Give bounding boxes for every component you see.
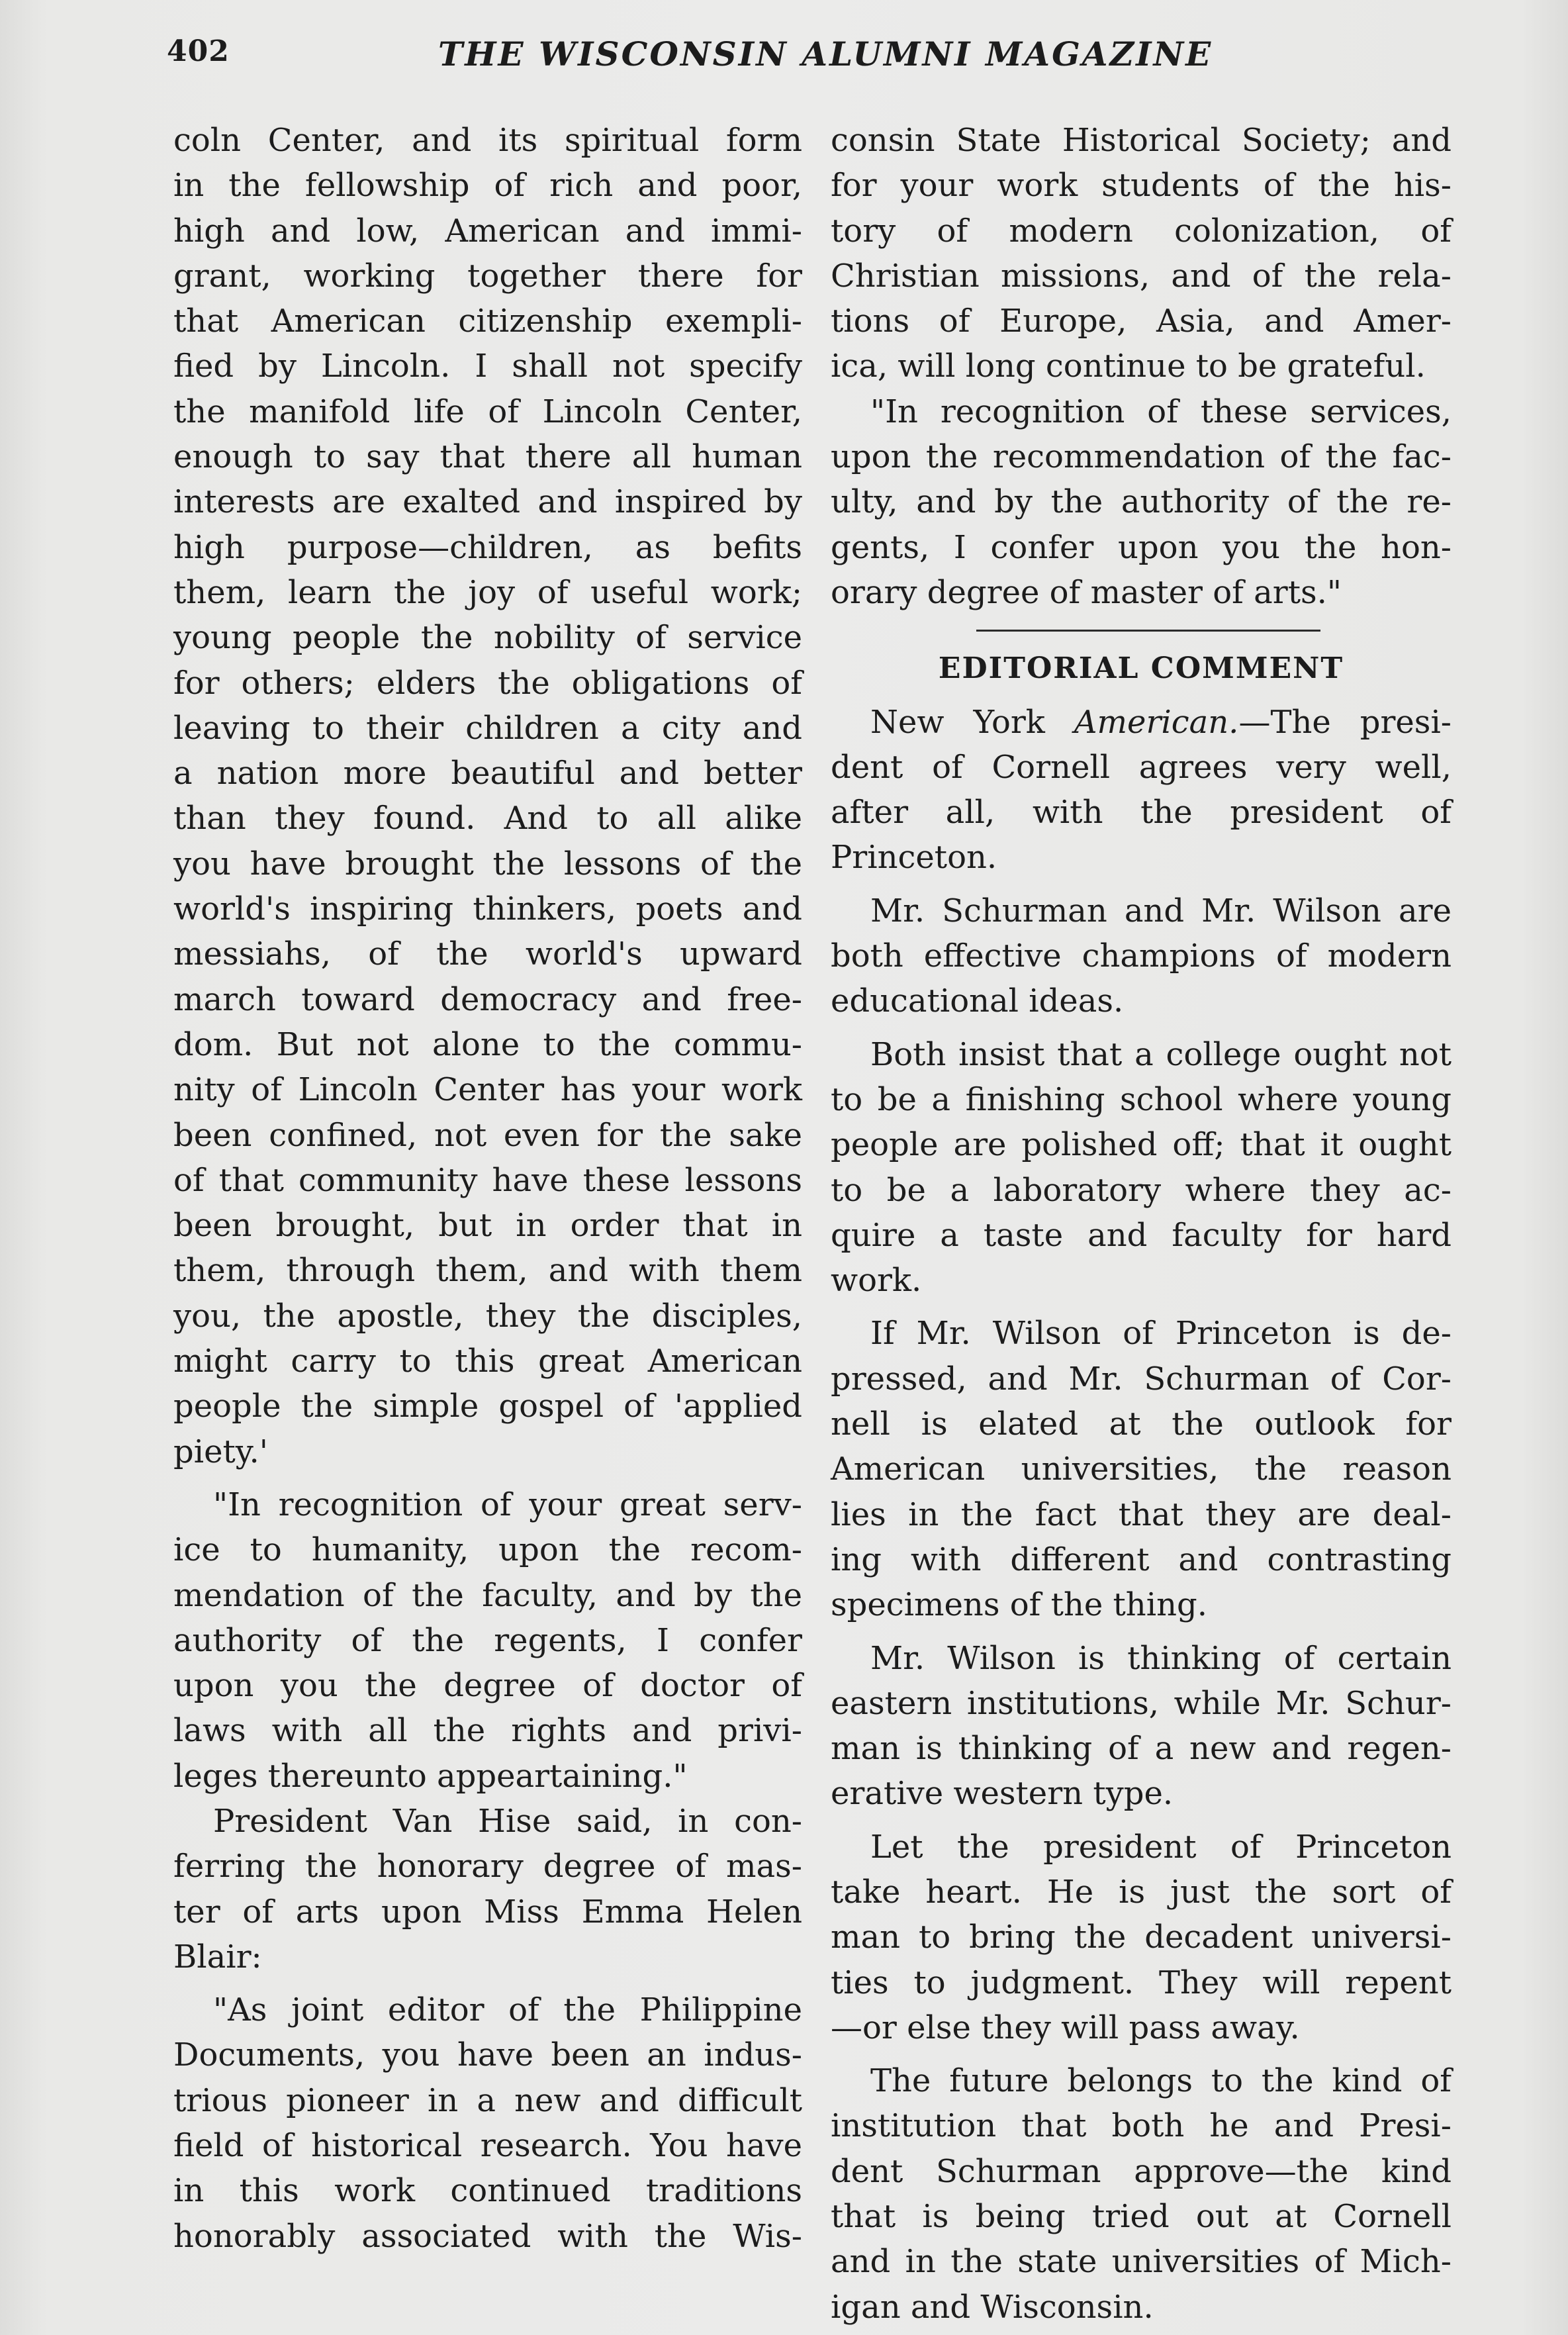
running-title: THE WISCONSIN ALUMNI MAGAZINE [438, 34, 1213, 73]
text-line: ter of arts upon Miss Emma Helen [173, 1893, 802, 1930]
text-line: educational ideas. [831, 982, 1124, 1020]
paragraph-new-york-american [831, 700, 1452, 881]
text-line: gents, I confer upon you the hon- [831, 528, 1452, 566]
text-line: that American citizenship exempli- [173, 303, 802, 340]
publication-name: American. [1074, 703, 1239, 741]
text-line: specimens of the thing. [831, 1586, 1207, 1624]
text-fragment: —The presi- [1238, 703, 1452, 741]
text-line: in the fellowship of rich and poor, [173, 167, 802, 205]
text-line: people the simple gospel of 'applied [173, 1388, 802, 1425]
text-line: tory of modern colonization, of [831, 212, 1452, 250]
paragraph-eastern-western [831, 1636, 1452, 1817]
text-line: take heart. He is just the sort of [831, 1873, 1452, 1911]
text-line: Mr. Wilson is thinking of certain [870, 1639, 1452, 1677]
page-header [167, 34, 1449, 81]
right-column [831, 118, 1452, 2330]
text-line: after all, with the president of [831, 794, 1452, 832]
text-line: igan and Wisconsin. [831, 2288, 1154, 2326]
text-line: authority of the regents, I confer [173, 1621, 802, 1659]
text-line: Princeton. [831, 839, 997, 877]
text-line: man to bring the decadent universi- [831, 1919, 1452, 1956]
text-line: ulty, and by the authority of the re- [831, 483, 1452, 521]
section-heading-editorial-comment: EDITORIAL COMMENT [938, 651, 1344, 686]
text-line: honorably associated with the Wis- [173, 2217, 802, 2255]
text-line: Mr. Schurman and Mr. Wilson are [870, 892, 1452, 929]
text-line: "In recognition of these services, [870, 393, 1452, 430]
text-line: lies in the fact that they are deal- [831, 1496, 1452, 1533]
paragraph-philippine-documents [173, 1987, 802, 2259]
text-line: enough to say that there all human [173, 438, 802, 476]
paragraph-depressed-elated [831, 1311, 1452, 1627]
text-line: fied by Lincoln. I shall not specify [173, 348, 802, 385]
text-line: them, learn the joy of useful work; [173, 573, 802, 611]
text-line: of that community have these lessons [173, 1161, 802, 1199]
text-line: upon the recommendation of the fac- [831, 438, 1452, 476]
text-line: orary degree of master of arts." [831, 573, 1342, 611]
text-line: been brought, but in order that in [173, 1207, 802, 1245]
paragraph-future-belongs [831, 2058, 1452, 2330]
text-line: nity of Lincoln Center has your work [173, 1071, 802, 1109]
text-line: to be a finishing school where young [831, 1080, 1452, 1118]
text-line: consin State Historical Society; and [831, 122, 1452, 159]
text-line: leaving to their children a city and [173, 709, 802, 747]
text-line: for others; elders the obligations of [173, 664, 802, 702]
text-line: laws with all the rights and privi- [173, 1712, 802, 1750]
text-line: in this work continued traditions [173, 2172, 802, 2210]
text-line: that is being tried out at Cornell [831, 2198, 1452, 2236]
text-line: man is thinking of a new and regen- [831, 1730, 1452, 1768]
text-line: leges thereunto appeartaining." [173, 1757, 688, 1795]
text-line: you have brought the lessons of the [173, 845, 802, 882]
text-line: dent Schurman approve—the kind [831, 2152, 1452, 2190]
paragraph-lincoln-center [173, 118, 802, 1474]
text-line: Documents, you have been an indus- [173, 2036, 802, 2074]
page-number: 402 [167, 34, 230, 68]
text-line: the manifold life of Lincoln Center, [173, 393, 802, 430]
text-line: ing with different and contrasting [831, 1541, 1452, 1578]
text-line: young people the nobility of service [173, 619, 802, 657]
text-line: mendation of the faculty, and by the [173, 1576, 802, 1614]
text-line: ica, will long continue to be grateful. [831, 348, 1426, 385]
text-line: high purpose—children, as befits [173, 528, 802, 566]
text-line: grant, working together there for [173, 257, 802, 295]
text-line: might carry to this great American [173, 1343, 802, 1380]
text-line: quire a taste and faculty for hard [831, 1216, 1452, 1254]
text-line: been confined, not even for the sake [173, 1116, 802, 1154]
paragraph-doctor-of-laws [173, 1482, 802, 1799]
text-line: ties to judgment. They will repent [831, 1964, 1452, 2001]
text-line: —or else they will pass away. [831, 2009, 1300, 2046]
text-line: nell is elated at the outlook for [831, 1406, 1452, 1443]
text-line: "In recognition of your great serv- [213, 1486, 802, 1523]
text-line: them, through them, and with them [173, 1252, 802, 1290]
text-line: erative western type. [831, 1775, 1174, 1813]
text-line: dent of Cornell agrees very well, [831, 748, 1452, 786]
paragraph-schurman-wilson [831, 888, 1452, 1024]
text-line: upon you the degree of doctor of [173, 1667, 802, 1705]
text-line: American universities, the reason [831, 1451, 1452, 1488]
paragraph-take-heart [831, 1825, 1452, 2050]
text-line: a nation more beautiful and better [173, 755, 802, 792]
text-line: institution that both he and Presi- [831, 2107, 1452, 2145]
text-line: and in the state universities of Mich- [831, 2243, 1452, 2281]
text-line: field of historical research. You have [173, 2127, 802, 2165]
text-line: to be a laboratory where they ac- [831, 1171, 1452, 1209]
text-line: Blair: [173, 1938, 262, 1976]
text-line: piety.' [173, 1433, 268, 1470]
text-line: dom. But not alone to the commu- [173, 1025, 802, 1063]
text-line: pressed, and Mr. Schurman of Cor- [831, 1360, 1452, 1398]
text-line: ice to humanity, upon the recom- [173, 1531, 802, 1569]
text-line: work. [831, 1262, 922, 1300]
text-line: "As joint editor of the Philippine [213, 1991, 802, 2029]
text-line: for your work students of the his- [831, 167, 1452, 205]
text-line: both effective champions of modern [831, 937, 1452, 975]
source-lead: New York [870, 703, 1045, 741]
text-line [831, 700, 1452, 745]
text-line: messiahs, of the world's upward [173, 935, 802, 973]
text-line: trious pioneer in a new and difficult [173, 2081, 802, 2119]
paragraph-master-of-arts [831, 389, 1452, 615]
text-line: tions of Europe, Asia, and Amer- [831, 303, 1452, 340]
paragraph-van-hise [173, 1799, 802, 1979]
paragraph-both-insist [831, 1032, 1452, 1304]
text-line: world's inspiring thinkers, poets and [173, 890, 802, 928]
text-line: high and low, American and immi- [173, 212, 802, 250]
text-line: interests are exalted and inspired by [173, 483, 802, 521]
text-line: march toward democracy and free- [173, 980, 802, 1018]
text-line: Christian missions, and of the rela- [831, 257, 1452, 295]
text-line: President Van Hise said, in con- [213, 1802, 802, 1840]
text-line: If Mr. Wilson of Princeton is de- [870, 1315, 1452, 1353]
left-column [173, 118, 802, 2259]
section-divider [976, 630, 1320, 632]
text-line: ferring the honorary degree of mas- [173, 1848, 802, 1885]
text-line: you, the apostle, they the disciples, [173, 1297, 802, 1335]
text-line: eastern institutions, while Mr. Schur- [831, 1684, 1452, 1722]
text-line: Let the president of Princeton [870, 1828, 1452, 1866]
text-line: people are polished off; that it ought [831, 1126, 1452, 1164]
text-line: coln Center, and its spiritual form [173, 122, 802, 159]
text-line: than they found. And to all alike [173, 800, 802, 837]
text-line: The future belongs to the kind of [870, 2062, 1452, 2100]
paragraph-historical-society [831, 118, 1452, 389]
text-line: Both insist that a college ought not [870, 1035, 1452, 1073]
